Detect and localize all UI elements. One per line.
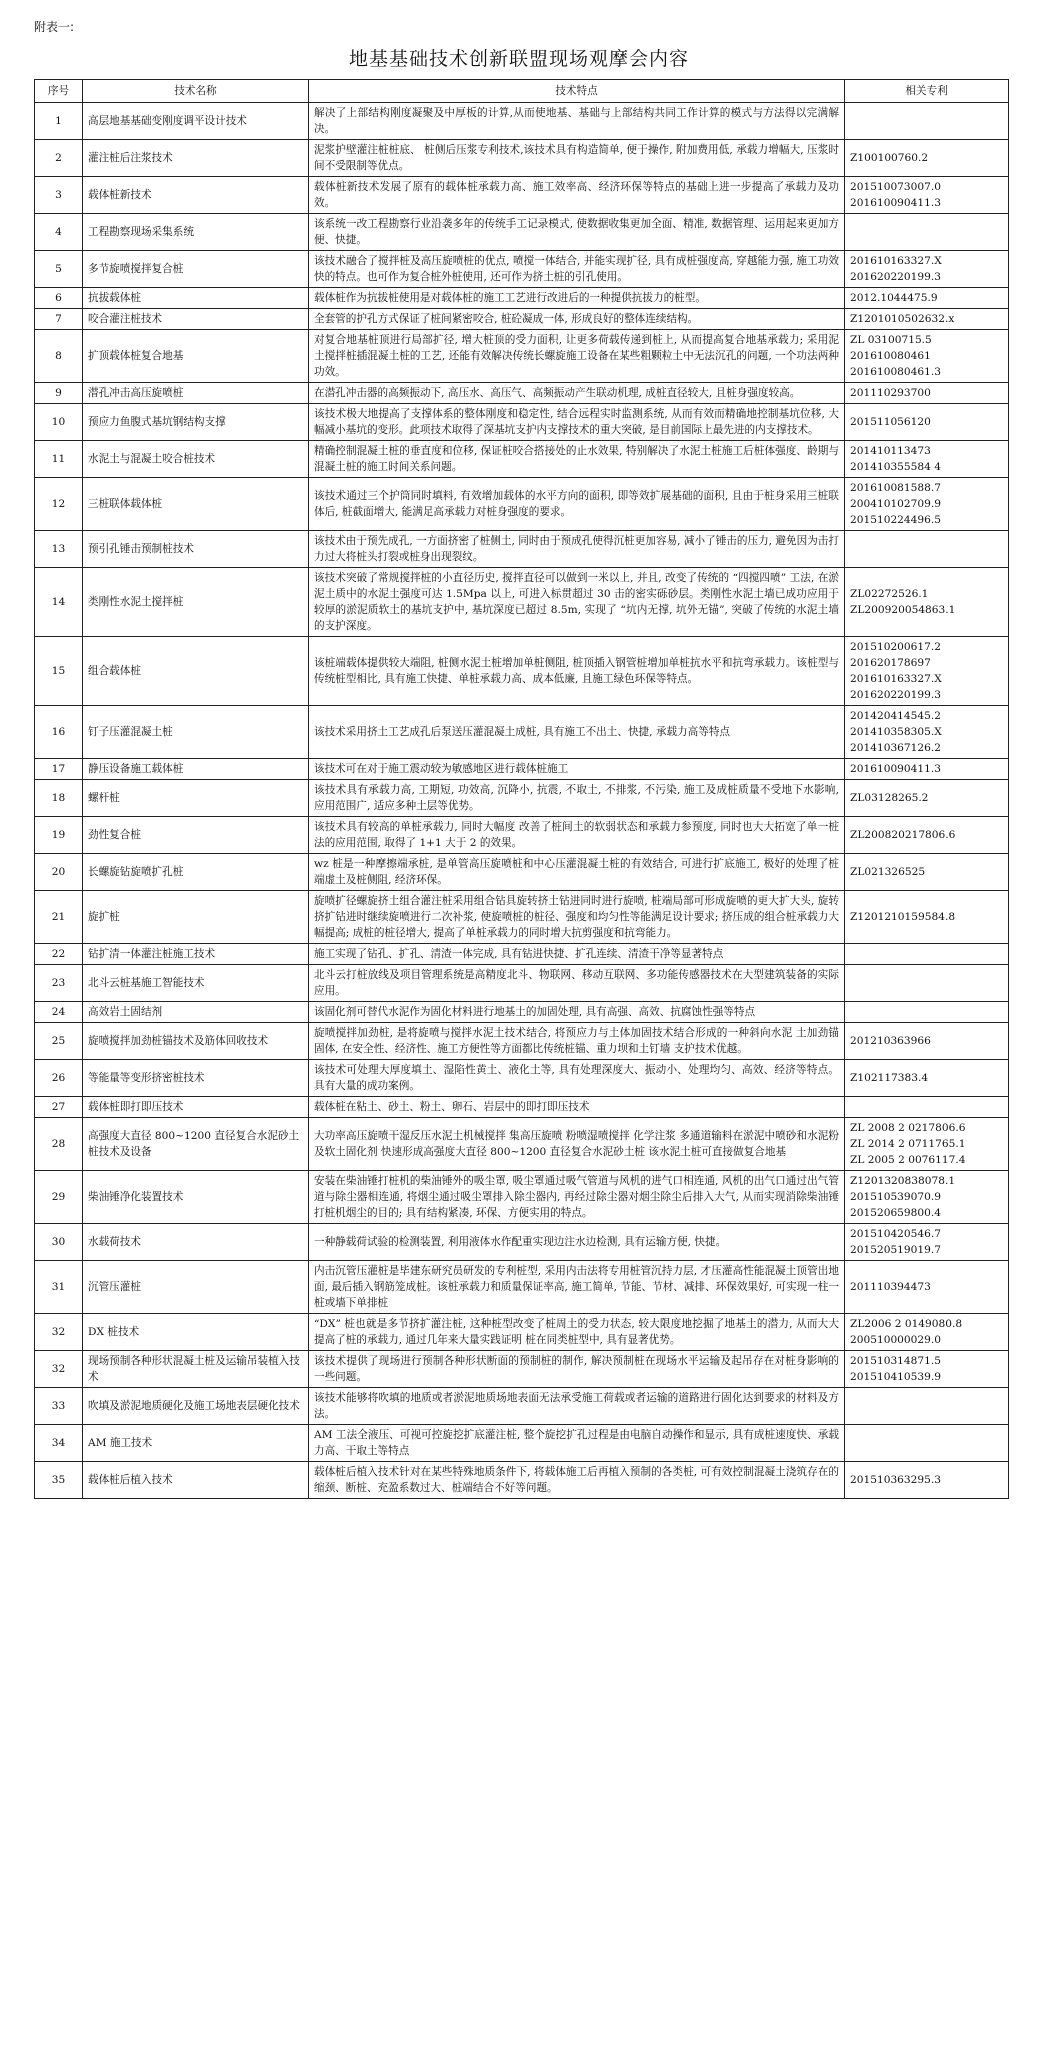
technology-name: 组合载体桩: [83, 637, 309, 706]
technology-name: 类刚性水泥土搅拌桩: [83, 568, 309, 637]
technology-name: 多节旋喷搅拌复合桩: [83, 251, 309, 288]
technology-name: 钻扩清一体灌注桩施工技术: [83, 944, 309, 965]
technology-feature: 一种静载荷试验的检测装置, 利用液体水作配重实现边注水边检测, 具有运输方便, 快捷。: [309, 1224, 845, 1261]
technology-name: 高效岩土固结剂: [83, 1002, 309, 1023]
table-row: [35, 1224, 1009, 1261]
technology-name: 高强度大直径 800~1200 直径复合水泥砂土桩技术及设备: [83, 1118, 309, 1171]
related-patent: Z100100760.2: [845, 140, 1009, 177]
technology-name: 抗拔载体桩: [83, 288, 309, 309]
technology-name: 旋扩桩: [83, 891, 309, 944]
technology-feature: 该技术通过三个护筒同时填料, 有效增加载体的水平方向的面积, 即等效扩展基础的面积, 且由于桩身采用三桩联体后, 桩截面增大, 能满足高承载力对桩身强度的要求。: [309, 478, 845, 531]
table-row: [35, 441, 1009, 478]
table-row: [35, 214, 1009, 251]
technology-name: 现场预制各种形状混凝土桩及运输吊装植入技术: [83, 1351, 309, 1388]
table-row: [35, 103, 1009, 140]
table-row: [35, 251, 1009, 288]
technology-feature: 该技术突破了常规搅拌桩的小直径历史, 搅拌直径可以做到一米以上, 并且, 改变了传统的 “四搅四喷” 工法, 在淤泥土质中的水泥土强度可达 1.5Mpa 以上, 可进入标贯超过 30 击的密实砾砂层。类刚性水泥土墙已成功应用于较厚的淤泥质软土的基坑支护中, 基坑深度已超过 8.5m, 实现了 “坑内无撑, 坑外无锚”, 突破了传统的水泥土墙的支护深度。: [309, 568, 845, 637]
technology-name: DX 桩技术: [83, 1314, 309, 1351]
table-row: [35, 1023, 1009, 1060]
technology-name: 咬合灌注桩技术: [83, 309, 309, 330]
related-patent: 201511056120: [845, 404, 1009, 441]
technology-name: 长螺旋钻旋喷扩孔桩: [83, 854, 309, 891]
technology-table: [34, 79, 1009, 1499]
related-patent: 201610081588.7 200410102709.9 201510224496.5: [845, 478, 1009, 531]
row-number: 11: [35, 441, 83, 478]
row-number: 4: [35, 214, 83, 251]
related-patent: [845, 1425, 1009, 1462]
table-row: [35, 330, 1009, 383]
related-patent: Z1201010502632.x: [845, 309, 1009, 330]
technology-feature: 该技术能够将吹填的地质或者淤泥地质场地表面无法承受施工荷载或者运输的道路进行固化达到要求的材料及方法。: [309, 1388, 845, 1425]
related-patent: Z1201210159584.8: [845, 891, 1009, 944]
column-header-name: 技术名称: [83, 80, 309, 103]
related-patent: [845, 531, 1009, 568]
row-number: 14: [35, 568, 83, 637]
row-number: 3: [35, 177, 83, 214]
technology-name: 水泥土与混凝土咬合桩技术: [83, 441, 309, 478]
related-patent: [845, 1388, 1009, 1425]
column-header-feature: 技术特点: [309, 80, 845, 103]
table-row: [35, 478, 1009, 531]
row-number: 25: [35, 1023, 83, 1060]
row-number: 15: [35, 637, 83, 706]
table-row: [35, 531, 1009, 568]
related-patent: ZL021326525: [845, 854, 1009, 891]
related-patent: ZL 2008 2 0217806.6 ZL 2014 2 0711765.1 ZL 2005 2 0076117.4: [845, 1118, 1009, 1171]
related-patent: 201420414545.2 201410358305.X 201410367126.2: [845, 706, 1009, 759]
row-number: 7: [35, 309, 83, 330]
technology-feature: 该技术具有承载力高, 工期短, 功效高, 沉降小, 抗震, 不取土, 不排浆, 不污染, 施工及成桩质量不受地下水影响, 应用范围广, 适应多种土层等优势。: [309, 780, 845, 817]
table-row: [35, 1118, 1009, 1171]
technology-feature: 精确控制混凝土桩的垂直度和位移, 保证桩咬合搭接处的止水效果, 特别解决了水泥土桩施工后桩体强度、龄期与混凝土桩的施工时间关系问题。: [309, 441, 845, 478]
table-row: [35, 1060, 1009, 1097]
row-number: 12: [35, 478, 83, 531]
related-patent: 201510200617.2 201620178697 201610163327.X 201620220199.3: [845, 637, 1009, 706]
technology-name: 潜孔冲击高压旋喷桩: [83, 383, 309, 404]
row-number: 20: [35, 854, 83, 891]
table-row: [35, 404, 1009, 441]
technology-name: 钉子压灌混凝土桩: [83, 706, 309, 759]
technology-feature: 该桩端载体提供较大端阻, 桩侧水泥土桩增加单桩侧阻, 桩顶插入钢管桩增加单桩抗水平和抗弯承载力。该桩型与传统桩型相比, 具有施工快捷、单桩承载力高、成本低廉, 且施工绿色环保等特点。: [309, 637, 845, 706]
row-number: 10: [35, 404, 83, 441]
table-row: [35, 1425, 1009, 1462]
related-patent: 2012.1044475.9: [845, 288, 1009, 309]
table-row: [35, 140, 1009, 177]
related-patent: 201510314871.5 201510410539.9: [845, 1351, 1009, 1388]
technology-feature: 解决了上部结构刚度凝聚及中厚板的计算,从而使地基、基础与上部结构共同工作计算的模式与方法得以完满解决。: [309, 103, 845, 140]
row-number: 1: [35, 103, 83, 140]
technology-name: 沉管压灌桩: [83, 1261, 309, 1314]
table-row: [35, 706, 1009, 759]
related-patent: [845, 1002, 1009, 1023]
table-body: [35, 103, 1009, 1499]
related-patent: 201610163327.X 201620220199.3: [845, 251, 1009, 288]
technology-feature: wz 桩是一种摩擦端承桩, 是单管高压旋喷桩和中心压灌混凝土桩的有效结合, 可进行扩底施工, 极好的处理了桩端虚土及桩侧阻, 经济环保。: [309, 854, 845, 891]
technology-feature: 对复合地基桩顶进行局部扩径, 增大桩顶的受力面积, 让更多荷载传递到桩上, 从而提高复合地基承载力; 采用泥土搅拌桩插混凝土桩的工艺, 还能有效解决传统长螺旋施工设备在某些粗颗粒土中无法沉孔的问题, 一个功法两种功效。: [309, 330, 845, 383]
technology-feature: 在潜孔冲击器的高频振动下, 高压水、高压气、高频振动产生联动机理, 成桩直径较大, 且桩身强度较高。: [309, 383, 845, 404]
related-patent: [845, 103, 1009, 140]
table-row: [35, 1002, 1009, 1023]
table-header-row: [35, 80, 1009, 103]
technology-feature: 内击沉管压灌桩是毕建东研究员研发的专利桩型, 采用内击法将专用桩管沉持力层, 才压灌高性能混凝土顶管出地面, 最后插入钢筋笼成桩。该桩承载力和质量保证率高, 施工简单, 节能、节材、减排、环保效果好, 可实现一柱一桩或墙下单排桩: [309, 1261, 845, 1314]
technology-name: 预应力鱼腹式基坑钢结构支撑: [83, 404, 309, 441]
technology-name: 螺杆桩: [83, 780, 309, 817]
technology-name: 北斗云桩基施工智能技术: [83, 965, 309, 1002]
technology-feature: 载体桩在粘土、砂土、粉土、卵石、岩层中的即打即压技术: [309, 1097, 845, 1118]
technology-name: 高层地基基础变刚度调平设计技术: [83, 103, 309, 140]
table-row: [35, 1097, 1009, 1118]
table-row: [35, 309, 1009, 330]
related-patent: 201510420546.7 201520519019.7: [845, 1224, 1009, 1261]
technology-feature: 该技术由于预先成孔, 一方面挤密了桩侧土, 同时由于预成孔使得沉桩更加容易, 减小了锤击的压力, 避免因为击打力过大将桩头打裂或桩身出现裂纹。: [309, 531, 845, 568]
row-number: 29: [35, 1171, 83, 1224]
related-patent: Z102117383.4: [845, 1060, 1009, 1097]
technology-name: 劲性复合桩: [83, 817, 309, 854]
technology-feature: 该技术可处理大厚度填土、湿陷性黄土、液化土等, 具有处理深度大、振动小、处理均匀、高效、经济等特点。具有大量的成功案例。: [309, 1060, 845, 1097]
table-row: [35, 568, 1009, 637]
table-row: [35, 1388, 1009, 1425]
related-patent: Z1201320838078.1 201510539070.9 201520659800.4: [845, 1171, 1009, 1224]
attachment-label: 附表一:: [34, 20, 75, 34]
related-patent: [845, 944, 1009, 965]
row-number: 17: [35, 759, 83, 780]
technology-name: 吹填及淤泥地质硬化及施工场地表层硬化技术: [83, 1388, 309, 1425]
related-patent: ZL02272526.1 ZL200920054863.1: [845, 568, 1009, 637]
technology-feature: 施工实现了钻孔、扩孔、清渣一体完成, 具有钻进快捷、扩孔连续、清渣干净等显著特点: [309, 944, 845, 965]
table-row: [35, 965, 1009, 1002]
related-patent: 201610090411.3: [845, 759, 1009, 780]
row-number: 22: [35, 944, 83, 965]
table-row: [35, 637, 1009, 706]
related-patent: 201510363295.3: [845, 1462, 1009, 1499]
table-row: [35, 817, 1009, 854]
technology-name: 灌注桩后注浆技术: [83, 140, 309, 177]
row-number: 26: [35, 1060, 83, 1097]
related-patent: 201510073007.0 201610090411.3: [845, 177, 1009, 214]
technology-feature: 大功率高压旋喷干湿反压水泥土机械搅拌 集高压旋喷 粉喷湿喷搅拌 化学注浆 多通道输料在淤泥中喷砂和水泥粉及软土固化剂 快速形成高强度大直径 800~1200 直径复合水泥砂土桩 该水泥土桩可直接做复合地基: [309, 1118, 845, 1171]
table-row: [35, 1351, 1009, 1388]
table-row: [35, 383, 1009, 404]
technology-feature: 该技术采用挤土工艺成孔后泵送压灌混凝土成桩, 具有施工不出土、快捷, 承载力高等特点: [309, 706, 845, 759]
table-row: [35, 944, 1009, 965]
technology-feature: “DX” 桩也就是多节挤扩灌注桩, 这种桩型改变了桩周土的受力状态, 较大限度地挖掘了地基土的潜力, 从而大大提高了桩的承载力, 通过几年来大量实践证明 桩在同类桩型中, 具有显著优势。: [309, 1314, 845, 1351]
row-number: 19: [35, 817, 83, 854]
related-patent: [845, 1097, 1009, 1118]
technology-feature: AM 工法全液压、可视可控旋挖扩底灌注桩, 整个旋挖扩孔过程是由电脑自动操作和显示, 具有成桩速度快、承载力高、干取土等特点: [309, 1425, 845, 1462]
technology-feature: 该技术融合了搅拌桩及高压旋喷桩的优点, 喷搅一体结合, 并能实现扩径, 具有成桩强度高, 穿越能力强, 施工功效快的特点。也可作为复合桩外桩使用, 还可作为挤土桩的引孔使用。: [309, 251, 845, 288]
column-header-patent: 相关专利: [845, 80, 1009, 103]
row-number: 31: [35, 1261, 83, 1314]
technology-feature: 旋喷扩径螺旋挤土组合灌注桩采用组合钻具旋转挤土钻进同时进行旋喷, 桩端局部可形成旋喷的更大扩大头, 旋转挤扩钻进时继续旋喷进行二次补浆, 使旋喷桩的桩径、强度和均匀性等能满足设计要求; 挤压成的组合桩承载力大幅提高; 成桩的桩径增大, 提高了单桩承载力的同时增大抗剪强度和抗弯能力。: [309, 891, 845, 944]
table-row: [35, 1171, 1009, 1224]
technology-name: AM 施工技术: [83, 1425, 309, 1462]
technology-name: 柴油锤净化装置技术: [83, 1171, 309, 1224]
column-header-no: 序号: [35, 80, 83, 103]
technology-feature: 泥浆护壁灌注桩桩底、 桩侧后压浆专利技术,该技术具有构造简单, 便于操作, 附加费用低, 承载力增幅大, 压浆时间不受限制等优点。: [309, 140, 845, 177]
technology-name: 静压设备施工载体桩: [83, 759, 309, 780]
row-number: 33: [35, 1388, 83, 1425]
related-patent: 201410113473 201410355584 4: [845, 441, 1009, 478]
row-number: 5: [35, 251, 83, 288]
related-patent: 201210363966: [845, 1023, 1009, 1060]
row-number: 6: [35, 288, 83, 309]
row-number: 32: [35, 1314, 83, 1351]
table-row: [35, 177, 1009, 214]
table-row: [35, 1462, 1009, 1499]
technology-name: 三桩联体载体桩: [83, 478, 309, 531]
technology-name: 载体桩新技术: [83, 177, 309, 214]
technology-feature: 该技术具有较高的单桩承载力, 同时大幅度 改善了桩间土的软弱状态和承载力参预度, 同时也大大拓宽了单一桩法的应用范围, 取得了 1+1 大于 2 的效果。: [309, 817, 845, 854]
row-number: 24: [35, 1002, 83, 1023]
table-row: [35, 1314, 1009, 1351]
technology-feature: 旋喷搅拌加劲桩, 是将旋喷与搅拌水泥土技术结合, 将预应力与土体加固技术结合形成的一种斜向水泥 土加劲锚固体, 在安全性、经济性、施工方便性等方面都比传统桩锚、重力坝和土钉墙 支护技术优越。: [309, 1023, 845, 1060]
row-number: 35: [35, 1462, 83, 1499]
page-title: 地基基础技术创新联盟现场观摩会内容: [348, 48, 689, 70]
related-patent: ZL200820217806.6: [845, 817, 1009, 854]
row-number: 30: [35, 1224, 83, 1261]
technology-feature: 载体桩作为抗拔桩使用是对载体桩的施工工艺进行改进后的一种提供抗拔力的桩型。: [309, 288, 845, 309]
related-patent: ZL2006 2 0149080.8 200510000029.0: [845, 1314, 1009, 1351]
row-number: 8: [35, 330, 83, 383]
technology-feature: 该系统一改工程勘察行业沿袭多年的传统手工记录模式, 使数据收集更加全面、精准, 数据管理、运用起来更加方便、快捷。: [309, 214, 845, 251]
technology-feature: 全套管的护孔方式保证了桩间紧密咬合, 桩砼凝成一体, 形成良好的整体连续结构。: [309, 309, 845, 330]
row-number: 21: [35, 891, 83, 944]
row-number: 34: [35, 1425, 83, 1462]
technology-feature: 该技术可在对于施工震动较为敏感地区进行载体桩施工: [309, 759, 845, 780]
technology-name: 工程勘察现场采集系统: [83, 214, 309, 251]
table-row: [35, 288, 1009, 309]
row-number: 18: [35, 780, 83, 817]
table-row: [35, 891, 1009, 944]
technology-feature: 该固化剂可替代水泥作为固化材料进行地基土的加固处理, 具有高强、高效、抗腐蚀性强等特点: [309, 1002, 845, 1023]
technology-name: 载体桩即打即压技术: [83, 1097, 309, 1118]
row-number: 32: [35, 1351, 83, 1388]
related-patent: ZL 03100715.5 201610080461 201610080461.3: [845, 330, 1009, 383]
table-row: [35, 759, 1009, 780]
technology-name: 等能量等变形挤密桩技术: [83, 1060, 309, 1097]
technology-name: 扩顶载体桩复合地基: [83, 330, 309, 383]
technology-feature: 载体桩新技术发展了原有的载体桩承载力高、施工效率高、经济环保等特点的基础上进一步提高了承载力及功效。: [309, 177, 845, 214]
row-number: 16: [35, 706, 83, 759]
related-patent: [845, 214, 1009, 251]
technology-feature: 安装在柴油锤打桩机的柴油锤外的吸尘罩, 吸尘罩通过吸气管道与风机的进气口相连通, 风机的出气口通过出气管道与除尘器相连通, 将烟尘通过吸尘罩排入除尘器内, 再经过除尘器对烟尘除尘后排入大气, 从而实现消除柴油锤打桩机烟尘的目的; 具有结构紧凑, 环保、方便实用的特点。: [309, 1171, 845, 1224]
related-patent: 201110293700: [845, 383, 1009, 404]
related-patent: ZL03128265.2: [845, 780, 1009, 817]
row-number: 28: [35, 1118, 83, 1171]
row-number: 9: [35, 383, 83, 404]
technology-name: 水载荷技术: [83, 1224, 309, 1261]
row-number: 2: [35, 140, 83, 177]
related-patent: 201110394473: [845, 1261, 1009, 1314]
table-row: [35, 780, 1009, 817]
technology-name: 旋喷搅拌加劲桩锚技术及筋体回收技术: [83, 1023, 309, 1060]
technology-feature: 该技术极大地提高了支撑体系的整体刚度和稳定性, 结合远程实时监测系统, 从而有效而精确地控制基坑位移, 大幅减小基坑的变形。此项技术取得了深基坑支护内支撑技术的重大突破, 是目前国际上最先进的内支撑技术。: [309, 404, 845, 441]
technology-feature: 该技术提供了现场进行预制各种形状断面的预制桩的制作, 解决预制桩在现场水平运输及起吊存在对桩身影响的一些问题。: [309, 1351, 845, 1388]
technology-feature: 载体桩后植入技术针对在某些特殊地质条件下, 将载体施工后再植入预制的各类桩, 可有效控制混凝土浇筑存在的缩颈、断桩、充盈系数过大、桩端结合不好等问题。: [309, 1462, 845, 1499]
related-patent: [845, 965, 1009, 1002]
table-row: [35, 854, 1009, 891]
row-number: 23: [35, 965, 83, 1002]
row-number: 13: [35, 531, 83, 568]
row-number: 27: [35, 1097, 83, 1118]
table-row: [35, 1261, 1009, 1314]
technology-name: 载体桩后植入技术: [83, 1462, 309, 1499]
technology-feature: 北斗云打桩放线及项目管理系统是高精度北斗、物联网、移动互联网、多功能传感器技术在大型建筑装备的实际应用。: [309, 965, 845, 1002]
technology-name: 预引孔锤击预制桩技术: [83, 531, 309, 568]
